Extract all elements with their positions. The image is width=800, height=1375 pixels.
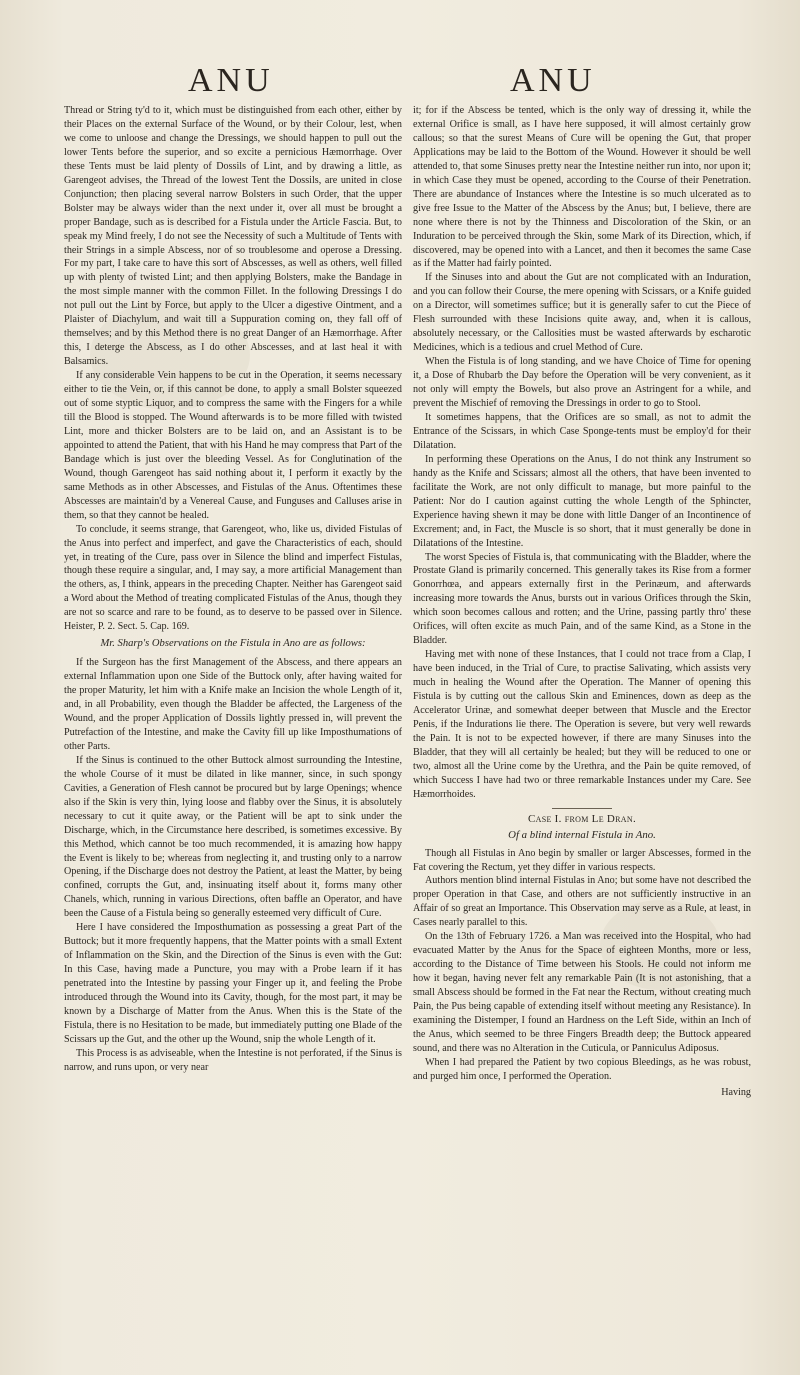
paragraph: Here I have considered the Imposthumation as possessing a great Part of the Buttock; but it more frequently happens, that the Matter points with a small Extent of Inflammation on the Skin, and the Direction of the Sinus is even with the Gut: In this Case, having made a Puncture, you may with a Probe learn if it has penetrated into the Intestine by passing your Finger up it, and feeling the Probe introduced through the Wound into its Cavity, though, for the most part, it may be known by a Discharge of Matter from the Anus. When this is the State of the Fistula, there is no Hesitation to be made, but immediately putting one Blade of the Scissars up the Gut, and the other up the Wound, snip the whole Length of it.	[64, 922, 402, 1045]
paragraph: Authors mention blind internal Fistulas in Ano; but some have not described the proper Operation in that Case, and others are not sufficiently instructive in an Affair of so great an Importance. This Observation may serve as a Rule, at least, in Cases nearly parallel to this.	[413, 875, 751, 929]
catchword: Having	[721, 1086, 751, 1098]
paragraph: Thread or String ty'd to it, which must be distinguished from each other, either by their Places on the external Surface of the Wound, or by their Colour, lest, when we come to unloose and change the Dressings, we should happen to pull out the lower Tents before the superior, and so excite a pernicious Hæmorrhage. Over these Tents must be laid plenty of Dossils of Lint, and by drawing a little, as Garengeot advises, the Thread of the lowest Tent the Dossils, are united in close Conjunction; then placing several narrow Bolsters in such Order, that the upper Bolster may be always wider than the next under it, over all must be brought a proper Bandage, such as is described for a Fistula under the Article Fascia. But, to speak my Mind freely, I do not see the Necessity of such a Multitude of Tents with their Strings in a simple Abscess, nor of so troublesome and operose a Dressing. For my part, I take care to have this sort of Abscesses, as well as others, well filled up with plenty of twisted Lint; and then applying Bolsters, make the Bandage in the most simple manner with the common Fillet. In the following Dressings I do not pull out the Lint by Force, but apply to the Ulcer a digestive Ointment, and a Plaister of Diachylum, and wait till a Suppuration coming on, they fall off of themselves; and by this Method there is no great Danger of an Hæmorrhage. After this, I deterge the Abscess, as I do other Abscesses, and at last heal it with Balsamics.	[64, 105, 402, 368]
paragraph: If the Surgeon has the first Management of the Abscess, and there appears an external Inflammation upon one Side of the Buttock only, after having waited for the proper Maturity, let him with a Knife make an Incision the whole Length of it, and, in all Probability, even though the Bladder be affected, the Largeness of the Wound, and the proper Application of Dossils lightly pressed in, will prevent the Putrefaction of the Intestine, and make the Cavity fill up like Imposthumations of other Parts.	[64, 657, 402, 752]
paragraph: On the 13th of February 1726. a Man was received into the Hospital, who had evacuated Matter by the Anus for the Space of eighteen Months, more or less, according to the Distance of Time between his Stools. He could not inform me how it began, having never felt any remarkable Pain (It is not astonishing, that a small Abscess should be formed in the Fat near the Rectum, without creating much Pain, the Pus being capable of extending itself without meeting any Resistance). In examining the Distemper, I found an Hardness on the Left Side, within an Inch of the Anus, which seemed to be three Fingers Breadth deep; the Buttock appeared sound, and there was no Alteration in the Cuticula, or Panniculus Adiposus.	[413, 931, 751, 1054]
paragraph: This Process is as adviseable, when the Intestine is not perforated, if the Sinus is narrow, and runs upon, or very near	[64, 1047, 402, 1073]
right-column	[413, 104, 751, 1352]
section-divider	[552, 808, 612, 809]
paragraph: It sometimes happens, that the Orifices are so small, as not to admit the Entrance of the Scissars, in which Case Sponge-tents must be employ'd for their Dilatation.	[413, 411, 751, 451]
running-head-left: ANU	[188, 62, 274, 99]
paragraph: When the Fistula is of long standing, and we have Choice of Time for opening it, a Dose of Rhubarb the Day before the Operation will be very convenient, as it not only will empty the Bowels, but also prove an Astringent for a while, and prevent the Mischief of removing the Dressings in order to go to Stool.	[413, 356, 751, 410]
paragraph: it; for if the Abscess be tented, which is the only way of dressing it, while the external Orifice is small, as I have here supposed, it will almost certainly grow callous; so that the surest Means of Cure will be opening the Gut, that proper Applications may be laid to the Bottom of the Wound. However it should be well attended to, that some Sinuses pretty near the Intestine neither run into, nor upon it; in which Case they must be opened, according to the Course of their Penetration. There are abundance of Instances where the Intestine is so much ulcerated as to give free Issue to the Matter of the Abscess by the Anus; but, I believe, there are none where there is not by the Thinness and Discoloration of the Skin, or an Induration to be perceived through the Skin, some Mark of its Direction, which, if discovered, may be opened into with a Lancet, and then it becomes the same Case as if the Matter had fairly pointed.	[413, 105, 751, 270]
paragraph: Though all Fistulas in Ano begin by smaller or larger Abscesses, formed in the Fat covering the Rectum, yet they differ in various respects.	[413, 847, 751, 873]
paragraph: The worst Species of Fistula is, that communicating with the Bladder, where the Prostate Gland is primarily concerned. This generally takes its Rise from a former Gonorrhœa, and appears externally first in the Perinæum, and afterwards increasing more towards the Anus, bursts out in various Orifices through the Skin, which soon becomes callous and rotten; and the Urine, passing partly thro' these Orifices, will often excite as much Pain, and of the same Kind, as a Stone in the Bladder.	[413, 551, 751, 647]
paragraph: If the Sinus is continued to the other Buttock almost surrounding the Intestine, the whole Course of it must be dilated in like manner, since, in such spongy Cavities, a Generation of Flesh cannot be procured but by large Openings; whence also if the Skin is very thin, lying loose and flabby over the Sinus, it is absolutely necessary to cut it quite away, or the Patient will be apt to sink under the Discharge, which, in the Circumstance here described, is sometimes excessive. By this Method, which cannot be too much recommended, it is amazing how happy the Event is likely to be; whereas from neglecting it, and trusting only to a narrow Opening, if the Discharge does not destroy the Patient, at least the Matter, by being confined, corrupts the Gut, and, insinuating itself about it, forms many other Chanels, which, running in various Directions, often baffle an Operator, and have been the Cause of a Fistula being so generally esteemed very difficult of Cure.	[64, 754, 402, 920]
case-subheading: Of a blind internal Fistula in Ano.	[508, 828, 656, 841]
paragraph: If any considerable Vein happens to be cut in the Operation, it seems necessary either to tie the Vein, or, if this cannot be done, to apply a small Bolster squeezed out of some styptic Liquor, and to compress the same with the Fingers for a while till the Blood is stopped. The Wound afterwards is to be more filled with twisted Lint, more and thicker Bolsters are to be laid on, and an Assistant is to be appointed to attend the Patient, that with his Hand he may compress that Part of the Bandage which is just over the bleeding Vessel. As for Conglutination of the Wound, though Garengeot has said nothing about it, I perform it exactly by the same Methods as in other Abscesses, and Fistulas of the Anus. Oftentimes these Abscesses are maintain'd by a Venereal Cause, and Funguses and Calluses arise in them, so that they cannot be healed.	[64, 370, 402, 521]
paragraph: To conclude, it seems strange, that Garengeot, who, like us, divided Fistulas of the Anus into perfect and imperfect, and gave the Characteristics of each, should yet, in treating of the Cure, pass over in Silence the blind and imperfect Fistulas, though these require a singular, and, I may say, a more artificial Management than the others, as, I think, appears in the preceding Chapter. Neither has Garengeot said a Word about the Method of treating complicated Fistulas of the Anus, though they are not so scarce and rare to be found, as to deserve to be passed over in Silence. Heister, P. 2. Sect. 5. Cap. 169.	[64, 523, 402, 633]
running-head	[0, 62, 800, 106]
left-column	[64, 104, 402, 1352]
paragraph: If the Sinuses into and about the Gut are not complicated with an Induration, and you can follow their Course, the mere opening with Scissars, or a Knife guided on a Director, will sometimes suffice; but it is generally safer to cut the Piece of Flesh surrounded with these Incisions quite away, and, when it is callous, absolutely necessary, or the Callosities must be wasted afterwards by escharotic Medicines, which is a tedious and cruel Method of Cure.	[413, 272, 751, 354]
running-head-right: ANU	[510, 62, 596, 99]
paragraph: Having met with none of these Instances, that I could not trace from a Clap, I have been induced, in the Trial of Cure, to practise Salivating, which assists very much in healing the Wound after the Operation. The Manner of opening this Fistula is by cutting out the callous Skin and Eminences, down as deep as the Accelerator Urinæ, and somewhat deeper between that Muscle and the Erector Penis, if the Indurations lie there. The Operation is severe, but very well rewards the Pain. It is not to be expected however, if there are many Sinuses into the Bladder, that they will all certainly be healed; but they will be reduced to one or two, almost all the Urine come by the Urethra, and the Pain be quite removed, of which Success I have had two or three remarkable Instances under my Care. See Hæmorrhoides.	[413, 649, 751, 800]
paragraph: When I had prepared the Patient by two copious Bleedings, as he was robust, and purged him once, I performed the Operation.	[413, 1056, 751, 1082]
case-heading: Case I. from Le Dran.	[527, 812, 637, 825]
paragraph: In performing these Operations on the Anus, I do not think any Instrument so handy as the Knife and Scissars; almost all the others, that have been invented to facilitate the Work, are not only difficult to manage, but more painful to the Patient: Nor do I caution against cutting the whole Length of the Sphincter, Experience having shewn it may be done with little Danger of an Incontinence of Excrement; and, in Fact, the Muscle is so short, that it must generally be done in Dilatations of the Intestine.	[413, 453, 751, 549]
section-heading: Mr. Sharp's Observations on the Fistula in Ano are as follows:	[100, 638, 366, 650]
